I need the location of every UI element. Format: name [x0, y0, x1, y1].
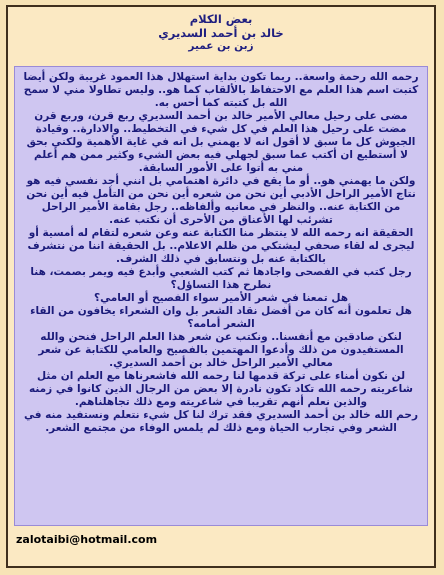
paragraph-7: هل تعلمون أنه كان من أفضل نقاد الشعر بل وان الشعراء يخافون من القاء الشعر أمامه؟: [30, 305, 412, 330]
article-title: خالد بن أحمد السديري: [158, 26, 284, 40]
author-name: زبن بن عمير: [188, 40, 254, 52]
article-body: [14, 66, 428, 526]
paragraph-9: لن نكون أمناء على تركة قدمها لنا رحمه الله فاشعرناها مع العلم ان مثل شاعريته رحمه الله تكاد تكون نادرة إلا بعض من الرجال الذين كانوا في زمنه والذين نعلم أنهم تقريبا في شاعريته ومع ذلك تجاهلناهم.: [29, 370, 413, 408]
column-title: بعض الكلام: [189, 12, 253, 26]
paragraph-3: ولكن ما يهمني هو.. أو ما يقع في دائرة اهتمامي بل انني أجد نفسي فيه هو نتاج الأمير الراحل الأدبي أين نحن من شعره أين نحن من التأمل فيه أين نحن من الكتابة عنه.. والنظر في معانيه وألفاظه.. رجل بقامة الأمير الراحل تشرئب لها الأعناق من الأحرى أن نكتب عنه.: [26, 175, 416, 226]
paragraph-8: لنكن صادقين مع أنفسنا.. ونكتب عن شعر هذا العلم الراحل فنحن والله المستفيدون من ذلك وأدعوا المهتمين بالفصيح والعامي للكتابة عن شعر معالي الأمير الراحل خالد بن أحمد السديري.: [38, 331, 404, 369]
paragraph-2: مضى على رحيل معالي الأمير خالد بن أحمد السديري ربع قرن، وربع قرن مضت على رحيل هذا العلم في كل شيء في التخطيط.. والادارة.. وقيادة الجيوش كل ما سبق لا أقول انه لا يهمني بل انه في غاية الأهمية ولكني بحق لا أستطيع ان أكتب عما سبق لجهلي فيه بعض الشيء وكثير ممن هم أعلم مني به أتوا على الأمور السابقة.: [26, 110, 416, 174]
article-header: [8, 7, 434, 53]
paragraph-10: رحم الله خالد بن أحمد السديري فقد ترك لنا كل شيء نتعلم ونستفيد منه في الشعر وفي تجارب الحياة ومع ذلك لم يلمس الوفاء من مجتمع الشعر.: [23, 409, 419, 434]
paragraph-5: رجل كتب في الفصحى واجادها ثم كتب الشعبي وأبدع فيه ويمر بصمت، هنا نطرح هذا التساؤل؟: [30, 266, 412, 291]
paragraph-1: رحمه الله رحمة واسعة.. ربما تكون بداية استهلال هذا العمود غريبة ولكن أيضا كتبت اسم هذا العلم مع الاحتفاظ بالألقاب كما هو.. وليس تطاولا مني لا سمح الله بل كتبته كما أحس به.: [23, 71, 419, 109]
article-frame: [6, 5, 436, 568]
paragraph-4: الحقيقة انه رحمه الله لا ينتظر منا الكتابة عنه وعن شعره لتقام له أمسية أو ليجرى له لقاء صحفي ليشتكي من ظلم الاعلام.. بل الحقيقة اننا من نتشرف بالكتابة عنه بل ونتسابق في ذلك الشرف.: [27, 227, 415, 265]
author-email: zalotaibi@hotmail.com: [16, 533, 158, 546]
paragraph-6: هل تمعنا في شعر الأمير سواء الفصيح أو العامي؟: [94, 292, 348, 304]
